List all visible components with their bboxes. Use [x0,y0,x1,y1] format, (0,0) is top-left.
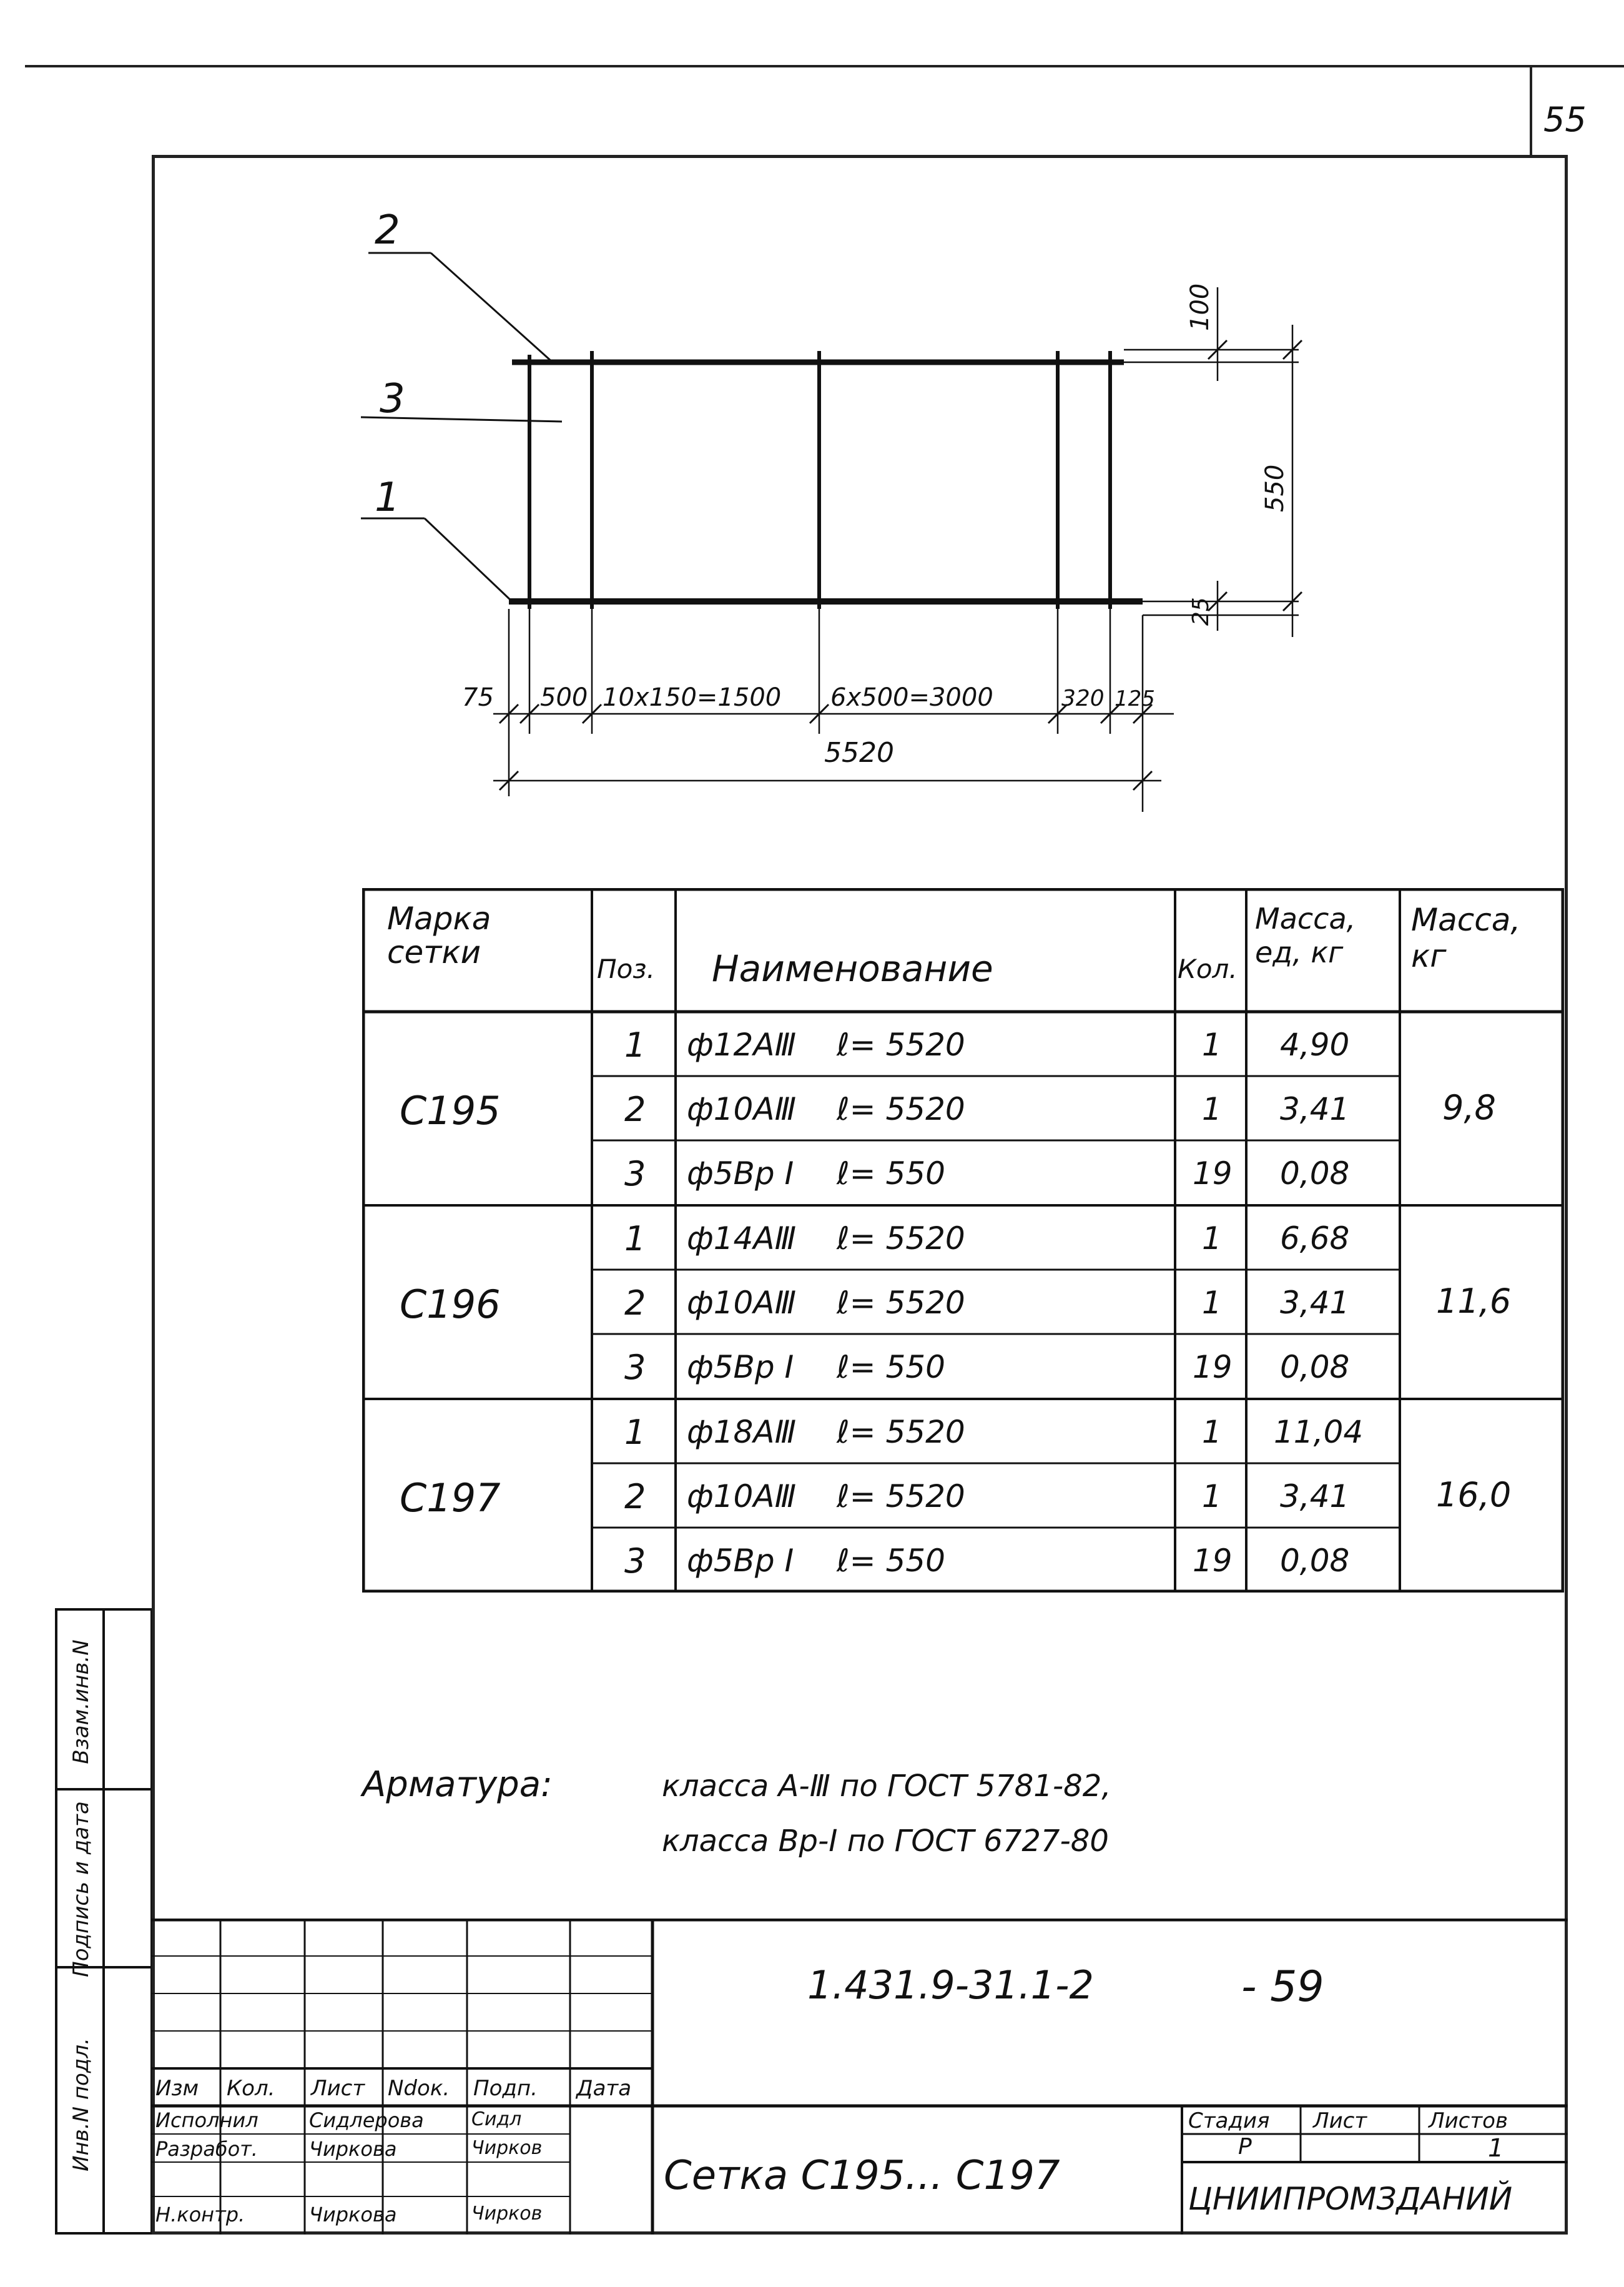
dim-100: 100 [1186,283,1214,331]
qty: 19 [1193,1349,1233,1385]
qty: 1 [1202,1091,1222,1127]
pos: 2 [624,1090,646,1129]
header-mass-total: Масса, кг [1411,902,1521,974]
diameter: ф10АⅢ [687,1091,797,1127]
qty: 1 [1202,1285,1222,1321]
qty: 19 [1193,1155,1233,1192]
pos: 2 [624,1283,646,1323]
col-list: Лист [311,2076,365,2101]
mark-c195: С195 [400,1088,501,1134]
mass: 0,08 [1280,1543,1350,1579]
title-block [152,1919,1568,2235]
page-number: 55 [1543,100,1587,139]
length: ℓ= 550 [837,1155,945,1192]
mass: 3,41 [1280,1285,1350,1321]
header-mass-unit: Масса, ед, кг [1255,902,1356,969]
pos-label-2: 2 [375,207,400,254]
diameter: ф12АⅢ [687,1027,797,1063]
diameter: ф5Вр Ⅰ [687,1543,794,1579]
mass: 0,08 [1280,1155,1350,1192]
pos: 3 [624,1348,646,1387]
dim-25: 25 [1188,597,1214,626]
spec-table [362,888,1564,1593]
mass: 3,41 [1280,1091,1350,1127]
organization: ЦНИИПРОМЗДАНИЙ [1188,2181,1513,2217]
qty: 1 [1202,1220,1222,1257]
col-kol: Кол. [227,2076,275,2101]
role-sign: Чирков [471,2203,543,2225]
length: ℓ= 5520 [837,1478,965,1514]
stage-label: Стадия [1188,2108,1270,2133]
col-izm: Изм [155,2076,199,2101]
dim-1500: 10x150=1500 [603,683,782,712]
left-strip-podpis: Подпись и дата [69,1801,94,1977]
dim-550: 550 [1261,464,1289,512]
dim-3000: 6x500=3000 [830,683,993,712]
pos: 1 [624,1219,646,1258]
drawing-title: Сетка С195... С197 [664,2153,1060,2199]
sheets-value: 1 [1488,2134,1504,2163]
diameter: ф10АⅢ [687,1478,797,1514]
sheet-code: - 59 [1241,1962,1324,2012]
role: Исполнил [155,2108,258,2132]
role-name: Чиркова [309,2203,397,2226]
sheet-label: Лист [1313,2108,1367,2133]
length: ℓ= 550 [837,1349,945,1385]
diameter: ф10АⅢ [687,1285,797,1321]
sheets-label: Листов [1429,2108,1508,2133]
note-line-1: класса А-Ⅲ по ГОСТ 5781-82, [662,1769,1111,1804]
stage-value: Р [1238,2134,1252,2160]
role-name: Сидлерова [309,2108,424,2132]
dim-320: 320 [1061,686,1105,711]
diameter: ф5Вр Ⅰ [687,1349,794,1385]
length: ℓ= 5520 [837,1220,965,1257]
header-qty: Кол. [1178,954,1238,984]
dim-75: 75 [462,683,494,712]
total-c197: 16,0 [1436,1475,1512,1514]
pos: 3 [624,1541,646,1581]
header-name: Наименование [712,947,993,990]
header-pos: Поз. [597,954,655,984]
pos: 1 [624,1025,646,1065]
qty: 1 [1202,1414,1222,1450]
length: ℓ= 550 [837,1543,945,1579]
length: ℓ= 5520 [837,1027,965,1063]
mass: 4,90 [1280,1027,1350,1063]
col-podp: Подп. [473,2076,538,2101]
role-sign: Чирков [471,2137,543,2159]
diameter: ф5Вр Ⅰ [687,1155,794,1192]
col-data: Дата [576,2076,632,2101]
left-strip-inv-podl: Инв.N подл. [69,2038,94,2171]
role: Н.контр. [155,2203,245,2226]
pos: 1 [624,1413,646,1452]
mark-c197: С197 [400,1475,501,1521]
mark-c196: С196 [400,1282,501,1327]
length: ℓ= 5520 [837,1285,965,1321]
length: ℓ= 5520 [837,1091,965,1127]
qty: 1 [1202,1027,1222,1063]
pos: 3 [624,1154,646,1193]
dim-500: 500 [540,683,588,712]
mesh-drawing [0,0,1624,862]
total-c195: 9,8 [1442,1088,1496,1127]
mass: 11,04 [1274,1414,1364,1450]
mass: 3,41 [1280,1478,1350,1514]
total-c196: 11,6 [1436,1282,1512,1321]
qty: 1 [1202,1478,1222,1514]
diameter: ф18АⅢ [687,1414,797,1450]
col-ndok: Ndок. [388,2076,450,2101]
pos-label-1: 1 [375,475,400,521]
mass: 6,68 [1280,1220,1350,1257]
dim-125: 125 [1115,686,1155,711]
length: ℓ= 5520 [837,1414,965,1450]
role-name: Чиркова [309,2137,397,2161]
qty: 19 [1193,1543,1233,1579]
leader-2 [431,253,553,362]
leader-1 [425,518,512,601]
note-line-2: класса Вр-Ⅰ по ГОСТ 6727-80 [662,1824,1109,1859]
doc-code: 1.431.9-31.1-2 [807,1962,1094,2008]
role: Разработ. [155,2137,258,2161]
pos-label-3: 3 [380,376,405,422]
dim-5520: 5520 [824,737,894,769]
left-strip-vzam: Взам.инв.N [69,1639,94,1764]
diameter: ф14АⅢ [687,1220,797,1257]
role-sign: Сидл [471,2108,522,2130]
pos: 2 [624,1477,646,1516]
note-label: Арматура: [362,1764,553,1805]
mass: 0,08 [1280,1349,1350,1385]
header-mark: Марка сетки [387,901,491,971]
